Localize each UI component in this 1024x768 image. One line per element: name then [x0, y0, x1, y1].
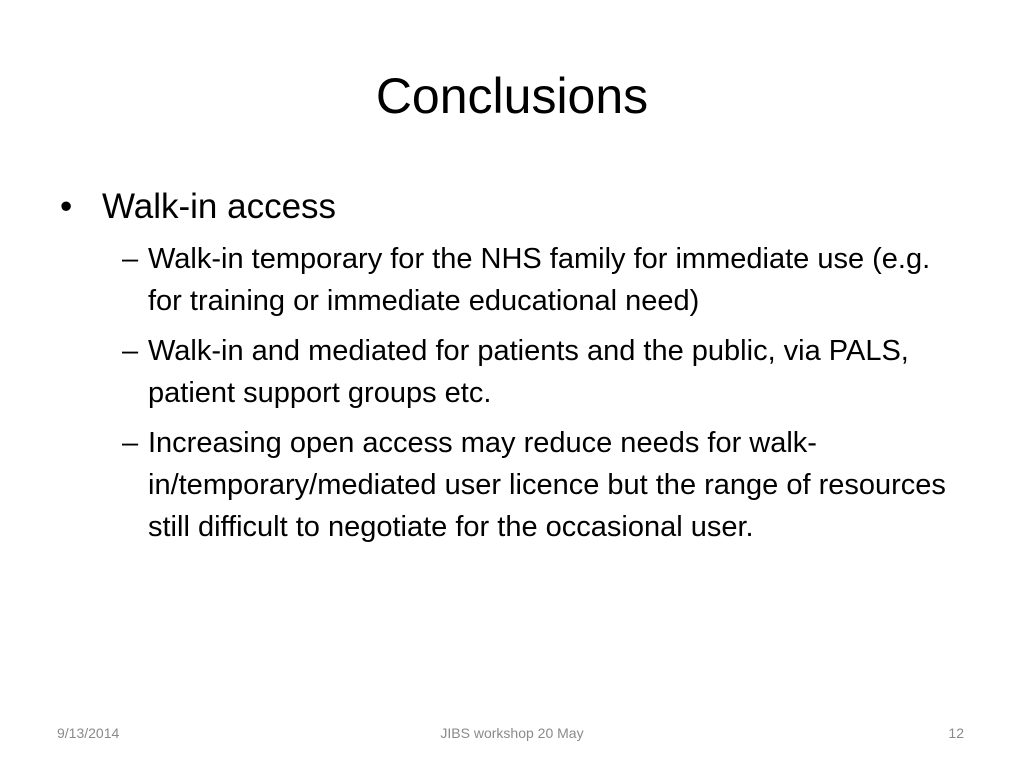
sub-bullet-marker: –	[122, 335, 139, 367]
slide-title: Conclusions	[375, 68, 649, 124]
bullet-walk-in-access	[60, 184, 960, 230]
bullet-text: Walk-in access	[102, 187, 337, 226]
sub-bullet-text: Walk-in temporary for the NHS family for immediate use (e.g. for training or immediate educational need)	[148, 243, 931, 317]
sub-bullet-marker: –	[122, 427, 139, 459]
footer-date: 9/13/2014	[57, 725, 120, 741]
sub-bullet-item	[122, 422, 960, 548]
sub-bullet-marker: –	[122, 243, 139, 275]
sub-bullet-list	[60, 238, 960, 548]
sub-bullet-text: Walk-in and mediated for patients and the public, via PALS, patient support groups etc.	[148, 335, 909, 409]
footer-title: JIBS workshop 20 May	[440, 725, 584, 741]
sub-bullet-item	[122, 330, 960, 414]
footer-page-number: 12	[948, 725, 964, 741]
slide-body	[60, 184, 960, 556]
sub-bullet-text: Increasing open access may reduce needs for walk-in/temporary/mediated user licence but the range of resources still difficult to negotiate for the occasional user.	[148, 427, 946, 543]
bullet-marker: •	[60, 187, 73, 226]
sub-bullet-item	[122, 238, 960, 322]
